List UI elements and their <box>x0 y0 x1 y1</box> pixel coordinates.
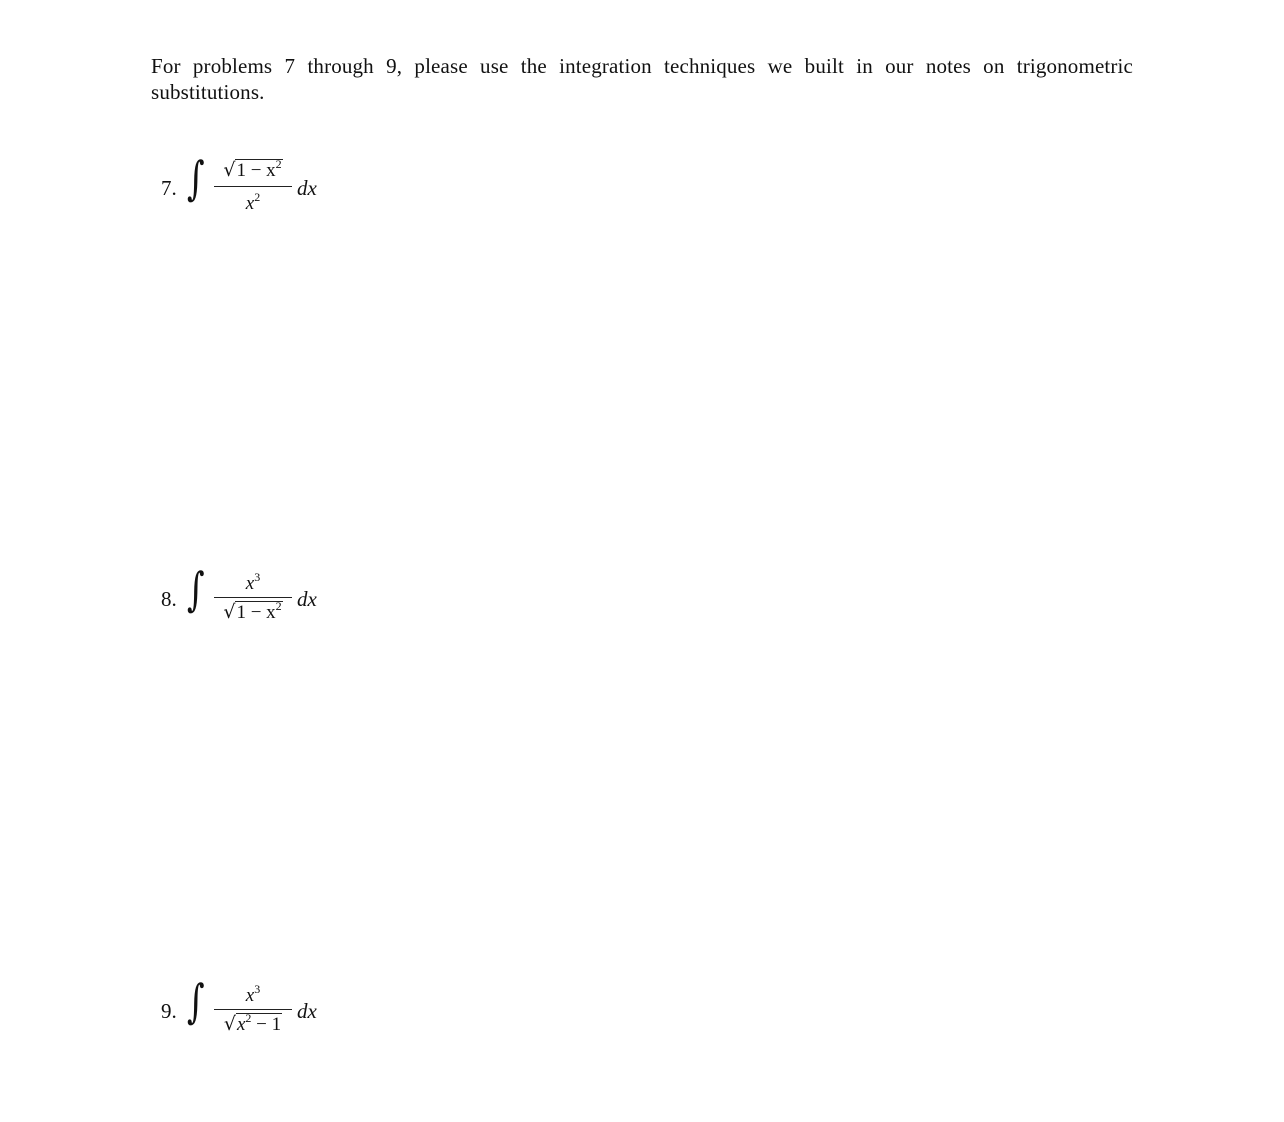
problem-number: 7. <box>161 176 177 200</box>
radicand-text: 1 − x <box>236 160 276 181</box>
radical-sign: √ <box>223 1013 236 1035</box>
radicand <box>235 601 282 623</box>
integral-sign: ∫ <box>187 563 205 617</box>
numerator <box>214 982 292 1007</box>
exponent: 2 <box>275 599 282 613</box>
differential: dx <box>297 999 317 1023</box>
exponent: 2 <box>245 1011 252 1025</box>
variable: x <box>236 1014 246 1035</box>
exponent: 2 <box>254 190 261 204</box>
exponent: 2 <box>275 157 282 171</box>
square-root <box>223 599 282 624</box>
problem-number: 8. <box>161 587 177 611</box>
problem-number: 9. <box>161 999 177 1023</box>
variable: x <box>245 573 255 594</box>
instructions-paragraph: For problems 7 through 9, please use the integration techniques we built in our notes on trigonometric substitutions. <box>151 54 1133 104</box>
radicand-tail: − 1 <box>251 1014 282 1035</box>
fraction-bar <box>214 186 292 187</box>
numerator <box>214 157 292 182</box>
exponent: 3 <box>254 982 261 996</box>
radicand <box>235 159 282 181</box>
radicand <box>236 1013 282 1035</box>
square-root <box>224 1011 282 1036</box>
differential: dx <box>297 587 317 611</box>
square-root <box>223 157 282 182</box>
fraction-bar <box>214 597 292 598</box>
radical-sign: √ <box>223 159 236 181</box>
radical-sign: √ <box>223 601 236 623</box>
denominator <box>214 190 292 215</box>
radicand-text: 1 − x <box>236 602 276 623</box>
numerator <box>214 570 292 595</box>
differential: dx <box>297 176 317 200</box>
variable: x <box>245 985 255 1006</box>
integral-sign: ∫ <box>187 975 205 1029</box>
integral-sign: ∫ <box>187 152 205 206</box>
denominator <box>214 1011 292 1036</box>
exponent: 3 <box>254 570 261 584</box>
fraction-bar <box>214 1009 292 1010</box>
variable: x <box>245 193 255 214</box>
denominator <box>214 599 292 624</box>
